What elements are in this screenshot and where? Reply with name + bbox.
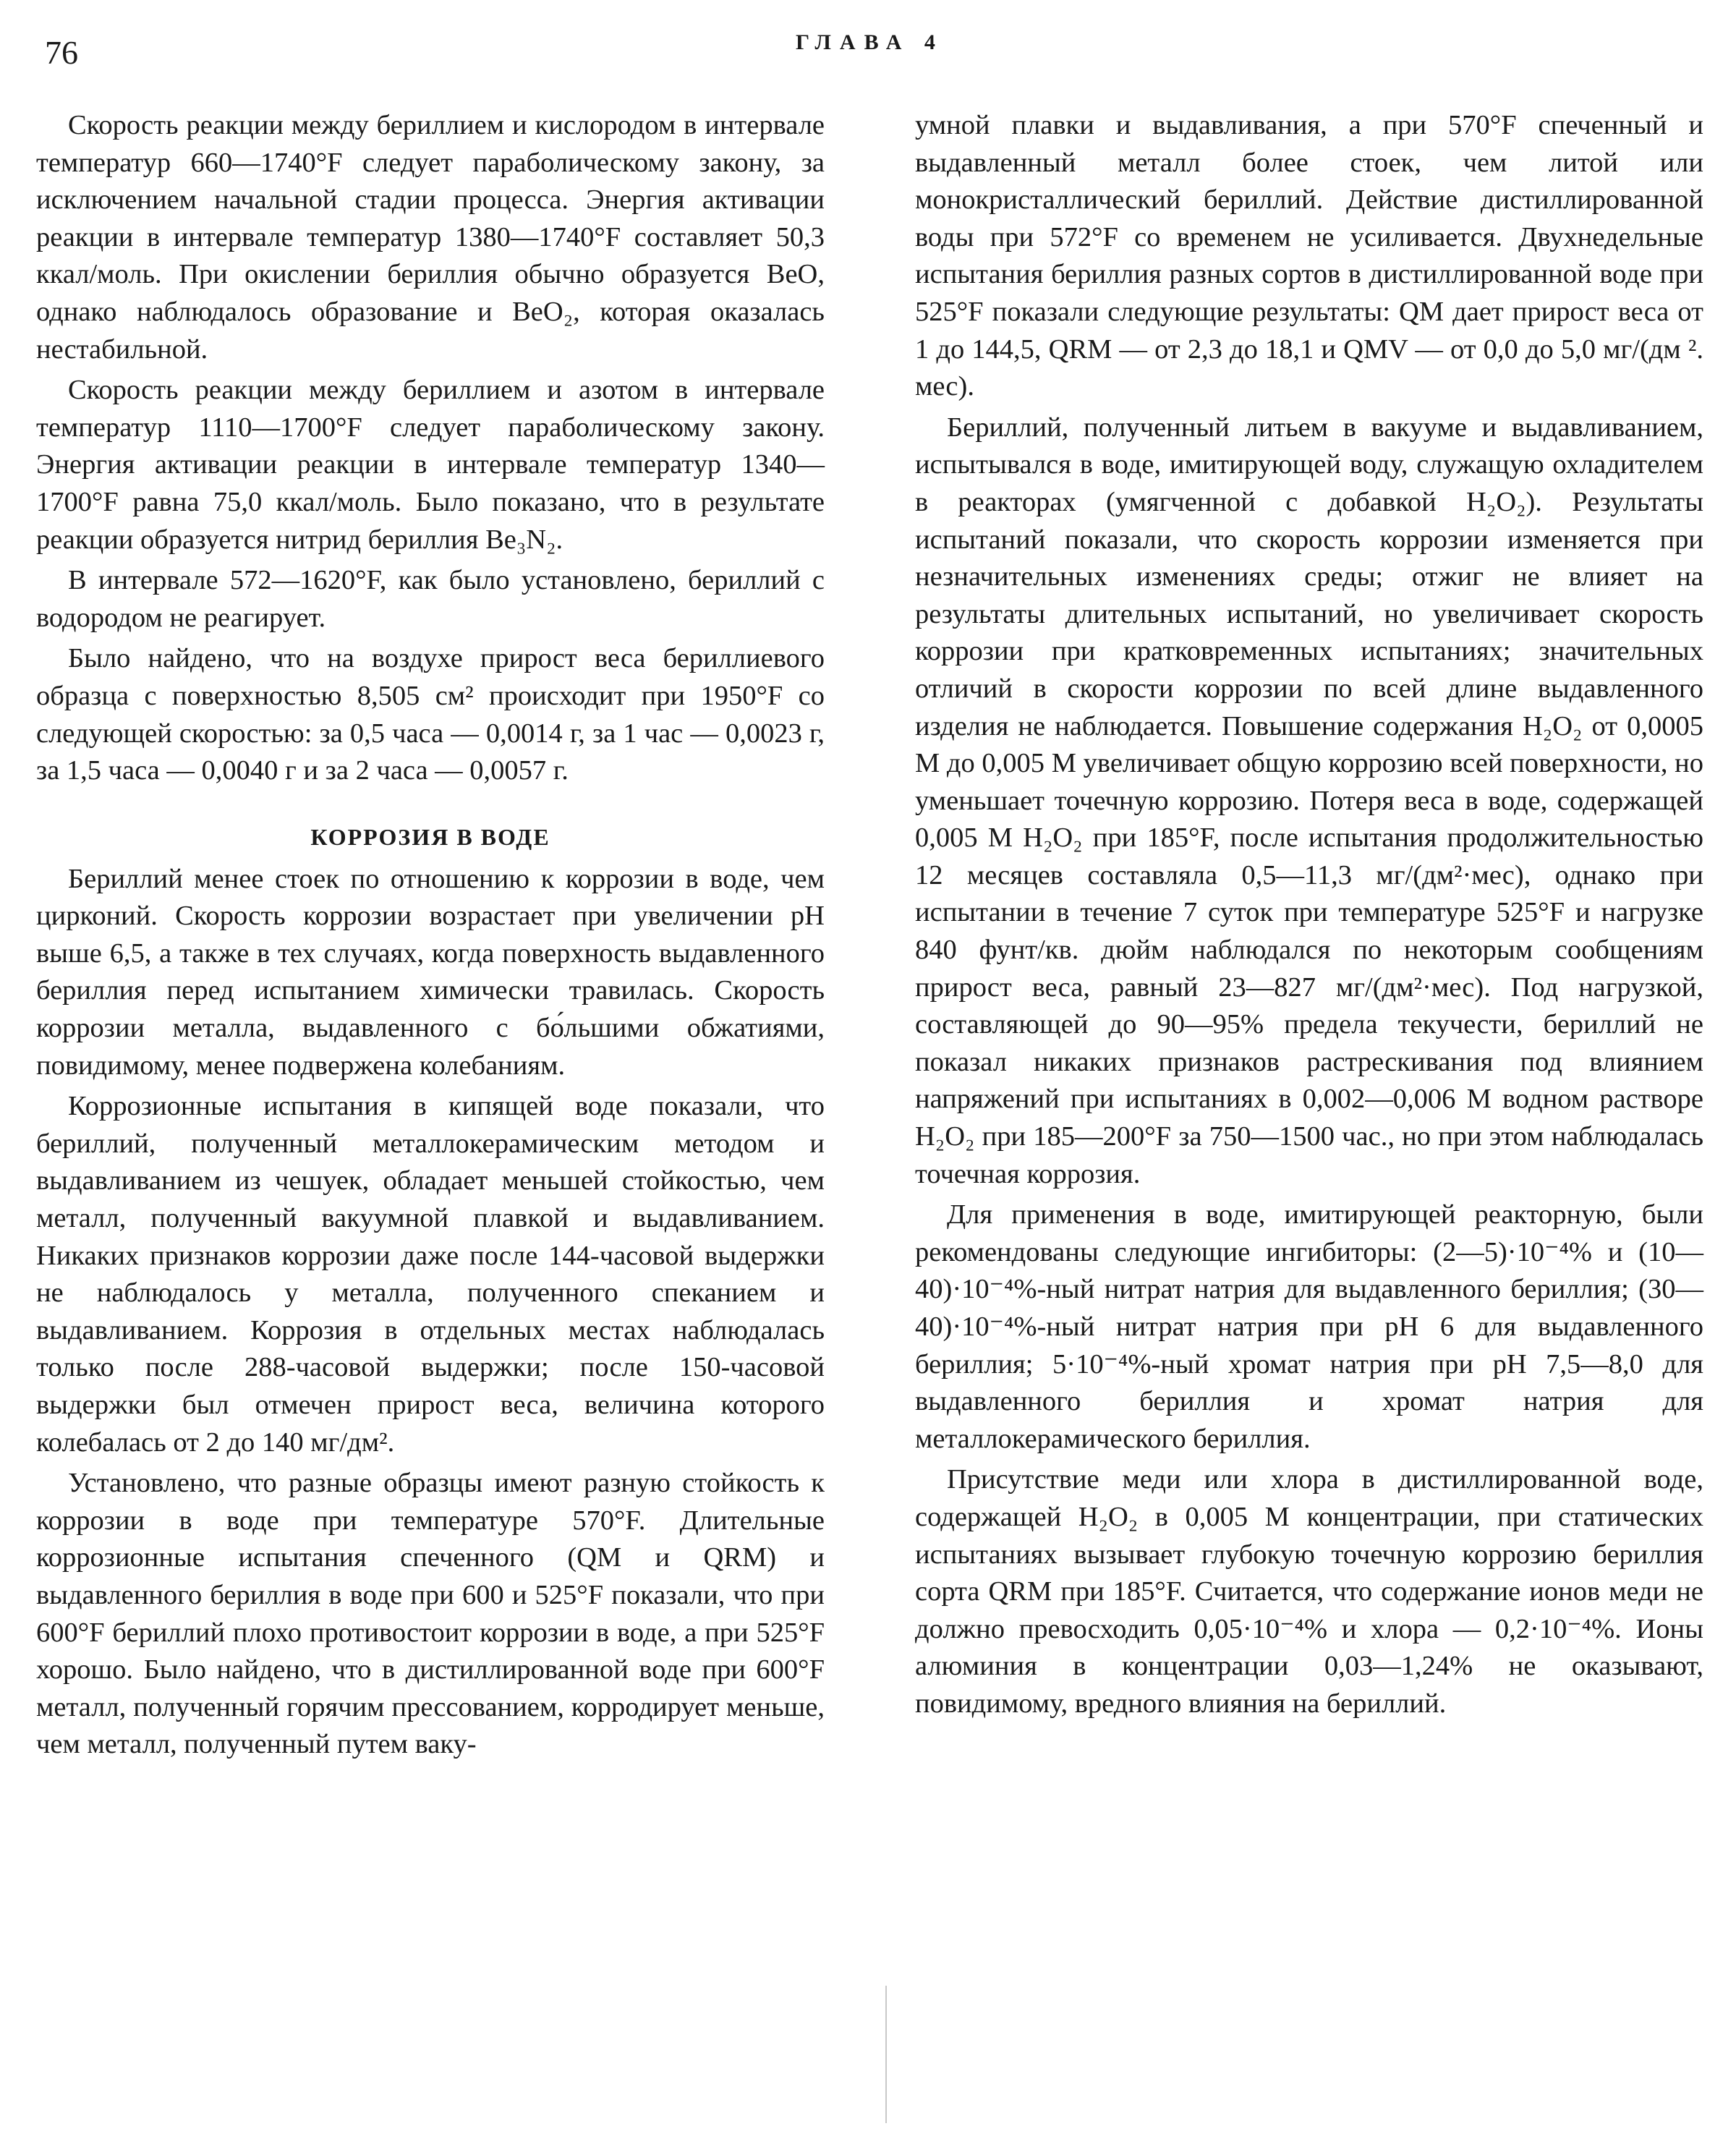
paragraph-nitrogen-reaction: Скорость реакции между бериллием и азотом в интервале температур 1110—1700°F следует параболическому закону. Энергия активации реакции в интервале температур 1340—1700°F равна 75,0 ккал/моль. Было показано, что в результате реакции образуется нитрид бериллия Be₃N₂.	[36, 375, 825, 555]
paragraph-boiling-water-tests: Коррозионные испытания в кипящей воде показали, что бериллий, полученный металлокерамическим методом и выдавливанием из чешуек, обладает меньшей стойкостью, чем металл, полученный вакуумной плавкой и выдавливанием. Никаких признаков коррозии даже после 144-часовой выдержки не наблюдалось у металла, полученного спеканием и выдавливанием. Коррозия в отдельных местах наблюдалась только после 288-часовой выдержки; после 150-часовой выдержки был отмечен прирост веса, величина которого колебалась от 2 до 140 мг/дм².	[36, 1091, 825, 1458]
paragraph-inhibitors: Для применения в воде, имитирующей реакторную, были рекомендованы следующие ингибиторы: (2—5)·10⁻⁴% и (10—40)·10⁻⁴%-ный нитрат натрия для выдавленного бериллия; (30—40)·10⁻⁴%-ный нитрат натрия при pH 6 для выдавленного бериллия; 5·10⁻⁴%-ный хромат натрия при pH 7,5—8,0 для выдавленного бериллия и хромат натрия для металлокерамического бериллия.	[915, 1199, 1703, 1454]
right-column	[915, 107, 1703, 1727]
paragraph-continued: умной плавки и выдавливания, а при 570°F спеченный и выдавленный металл более стоек, чем литой или монокристаллический бериллий. Действие дистиллированной воды при 572°F со временем не усиливается. Двухнедельные испытания бериллия разных сортов в дистиллированной воде при 525°F показали следующие результаты: QM дает прирост веса от 1 до 144,5, QRM — от 2,3 до 18,1 и QMV — от 0,0 до 5,0 мг/(дм ². мес).	[915, 110, 1703, 402]
paragraph-oxygen-reaction: Скорость реакции между бериллием и кислородом в интервале температур 660—1740°F следует параболическому закону, за исключением начальной стадии процесса. Энергия активации реакции в интервале температур 1380—1740°F составляет 50,3 ккал/моль. При окислении бериллия обычно образуется BeO, однако наблюдалось образование и BeO₂, которая оказалась нестабильной.	[36, 110, 825, 365]
paragraph-air-weight-gain: Было найдено, что на воздухе прирост веса бериллиевого образца с поверхностью 8,505 см² происходит при 1950°F со следующей скоростью: за 0,5 часа — 0,0014 г, за 1 час — 0,0023 г, за 1,5 часа — 0,0040 г и за 2 часа — 0,0057 г.	[36, 643, 825, 786]
paragraph-copper-chlorine: Присутствие меди или хлора в дистиллированной воде, содержащей H₂O₂ в 0,005 М концентрации, при статических испытаниях вызывает глубокую точечную коррозию бериллия сорта QRM при 185°F. Считается, что содержание ионов меди не должно превосходить 0,05·10⁻⁴% и хлора — 0,2·10⁻⁴%. Ионы алюминия в концентрации 0,03—1,24% не оказывают, повидимому, вредного влияния на бериллий.	[915, 1464, 1703, 1719]
left-column	[36, 107, 825, 1767]
paragraph-reactor-water: Бериллий, полученный литьем в вакууме и выдавливанием, испытывался в воде, имитирующей воду, служащую охладителем в реакторах (умягченной с добавкой H₂O₂). Результаты испытаний показали, что скорость коррозии изменяется при незначительных изменениях среды; отжиг не влияет на результаты длительных испытаний, но увеличивает скорость коррозии при кратковременных испытаниях; значительных отличий в скорости коррозии по всей длине выдавленного изделия не наблюдается. Повышение содержания H₂O₂ от 0,0005 М до 0,005 М увеличивает общую коррозию всей поверхности, но уменьшает точечную коррозию. Потеря веса в воде, содержащей 0,005 М H₂O₂ при 185°F, после испытания продолжительностью 12 месяцев составляла 0,5—11,3 мг/(дм²·мес), однако при испытании в течение 7 суток при температуре 525°F и нагрузке 840 фунт/кв. дюйм наблюдался по некоторым сообщениям прирост веса, равный 23—827 мг/(дм²·мес). Под нагрузкой, составляющей до 90—95% предела текучести, бериллий не показал никаких признаков растрескивания под влиянием напряжений при испытаниях в 0,002—0,006 М водном растворе H₂O₂ при 185—200°F за 750—1500 час., но при этом наблюдалась точечная коррозия.	[915, 412, 1703, 1189]
paragraph-570f-tests: Установлено, что разные образцы имеют разную стойкость к коррозии в воде при температуре 570°F. Длительные коррозионные испытания спеченного (QM и QRM) и выдавленного бериллия в воде при 600 и 525°F показали, что при 600°F бериллий плохо противостоит коррозии в воде, а при 525°F хорошо. Было найдено, что в дистиллированной воде при 600°F металл, полученный горячим прессованием, корродирует меньше, чем металл, полученный путем ваку-	[36, 1468, 825, 1760]
page-number: 76	[45, 34, 78, 71]
paragraph-hydrogen: В интервале 572—1620°F, как было установлено, бериллий с водородом не реагирует.	[36, 565, 825, 633]
running-head: ГЛАВА 4	[796, 30, 944, 54]
section-heading: КОРРОЗИЯ В ВОДЕ	[310, 823, 550, 850]
paragraph-water-corrosion: Бериллий менее стоек по отношению к коррозии в воде, чем цирконий. Скорость коррозии возрастает при увеличении pH выше 6,5, а также в тех случаях, когда поверхность выдавленного бериллия перед испытанием химически травилась. Скорость коррозии металла, выдавленного с бо́льшими обжатиями, повидимому, менее подвержена колебаниям.	[36, 863, 825, 1081]
column-rule	[885, 1986, 887, 2123]
